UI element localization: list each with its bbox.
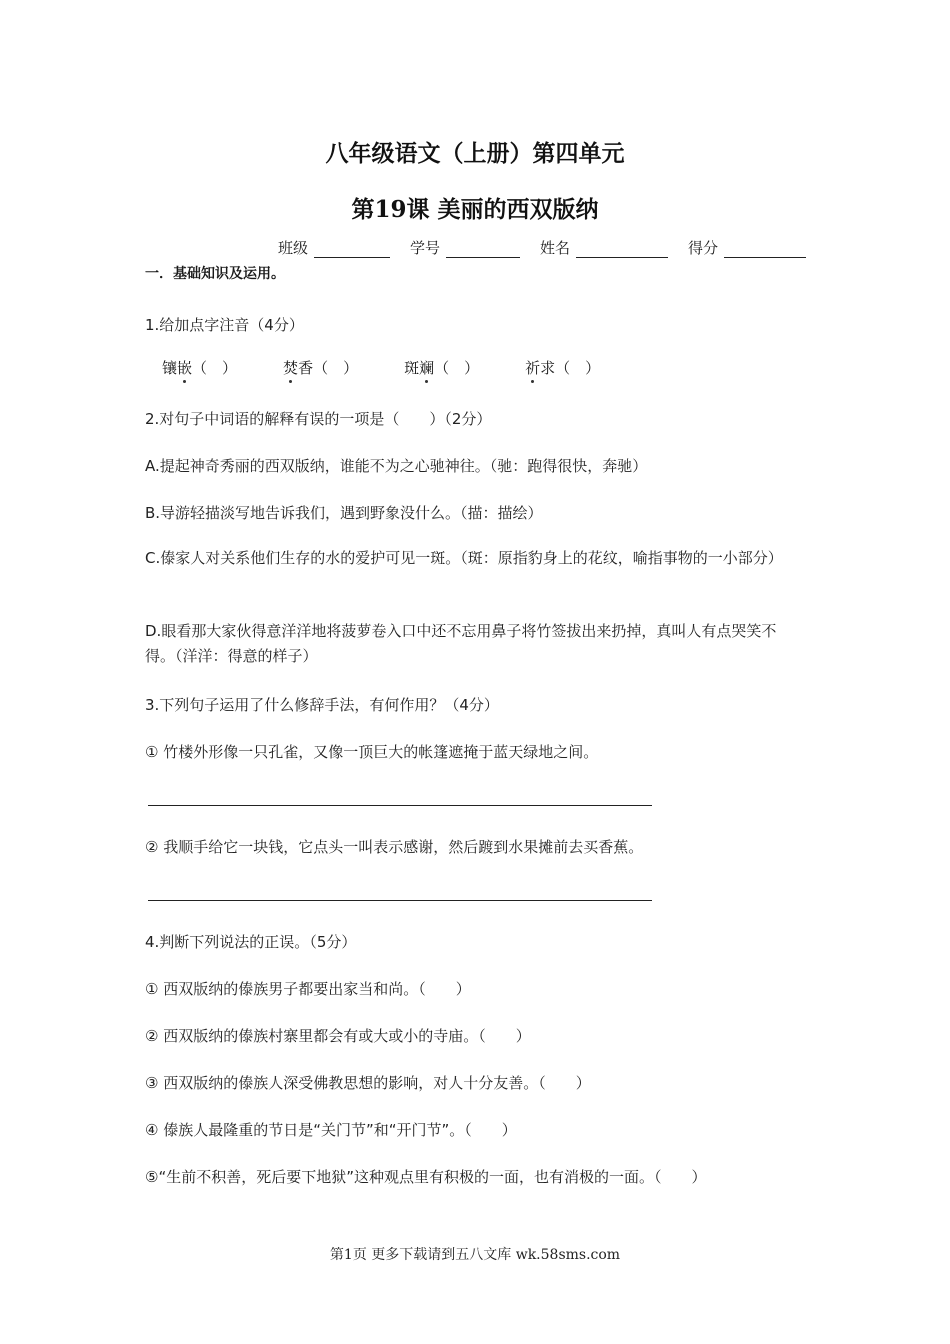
sentence-1: ① 竹楼外形像一只孔雀，又像一顶巨大的帐篷遮掩于蓝天绿地之间。 [145,743,599,761]
page-title: 八年级语文（上册）第四单元 [325,140,625,167]
class-label: 班级 [278,239,309,257]
question-3: 3.下列句子运用了什么修辞手法，有何作用？（4分） [145,696,499,714]
student-id-field[interactable] [446,241,520,258]
lesson-title: 第19课 美丽的西双版纳 [351,196,599,223]
statement-5: ⑤“生前不积善，死后要下地狱”这种观点里有积极的一面，也有消极的一面。（ ） [145,1168,707,1186]
pinyin-items [162,357,646,378]
question-2: 2.对句子中词语的解释有误的一项是（ ）（2分） [145,410,492,428]
statement-2: ② 西双版纳的傣族村寨里都会有或大或小的寺庙。（ ） [145,1027,531,1045]
student-id-label: 学号 [410,239,441,257]
statement-1: ① 西双版纳的傣族男子都要出家当和尚。（ ） [145,980,471,998]
dotted-char: 焚 [283,359,299,377]
statement-4: ④ 傣族人最隆重的节日是“关门节”和“开门节”。（ ） [145,1121,517,1139]
answer-line[interactable] [148,805,652,806]
question-1: 1.给加点字注音（4分） [145,316,304,334]
statement-3: ③ 西双版纳的傣族人深受佛教思想的影响，对人十分友善。（ ） [145,1074,591,1092]
name-label: 姓名 [540,239,571,257]
pinyin-item: 焚香（ ） [283,359,359,377]
pinyin-item: 镶嵌（ ） [162,359,238,377]
section-heading: 一．基础知识及运用。 [145,266,285,282]
dotted-char: 斓 [419,359,435,377]
page-footer: 第1页 更多下载请到五八文库 wk.58sms.com [329,1247,621,1263]
dotted-char: 嵌 [177,359,193,377]
question-4: 4.判断下列说法的正误。（5分） [145,933,357,951]
option-a: A.提起神奇秀丽的西双版纳，谁能不为之心驰神往。（驰：跑得很快，奔驰） [145,457,648,475]
name-field[interactable] [576,241,668,258]
option-d: D.眼看那大家伙得意洋洋地将菠萝卷入口中还不忘用鼻子将竹签拔出来扔掉，真叫人有点哭笑不得。（洋洋：得意的样子） [145,622,777,665]
dotted-char: 祈 [525,359,541,377]
pinyin-item: 斑斓（ ） [404,359,480,377]
option-c: C.傣家人对关系他们生存的水的爱护可见一斑。（斑：原指豹身上的花纹，喻指事物的一小部分） [145,549,783,567]
score-field[interactable] [724,241,806,258]
pinyin-item: 祈求（ ） [525,359,601,377]
answer-line[interactable] [148,900,652,901]
sentence-2: ② 我顺手给它一块钱，它点头一叫表示感谢，然后踱到水果摊前去买香蕉。 [145,838,644,856]
class-field[interactable] [314,241,390,258]
score-label: 得分 [688,239,719,257]
option-b: B.导游轻描淡写地告诉我们，遇到野象没什么。（描：描绘） [145,504,543,522]
student-info-row [278,237,806,258]
